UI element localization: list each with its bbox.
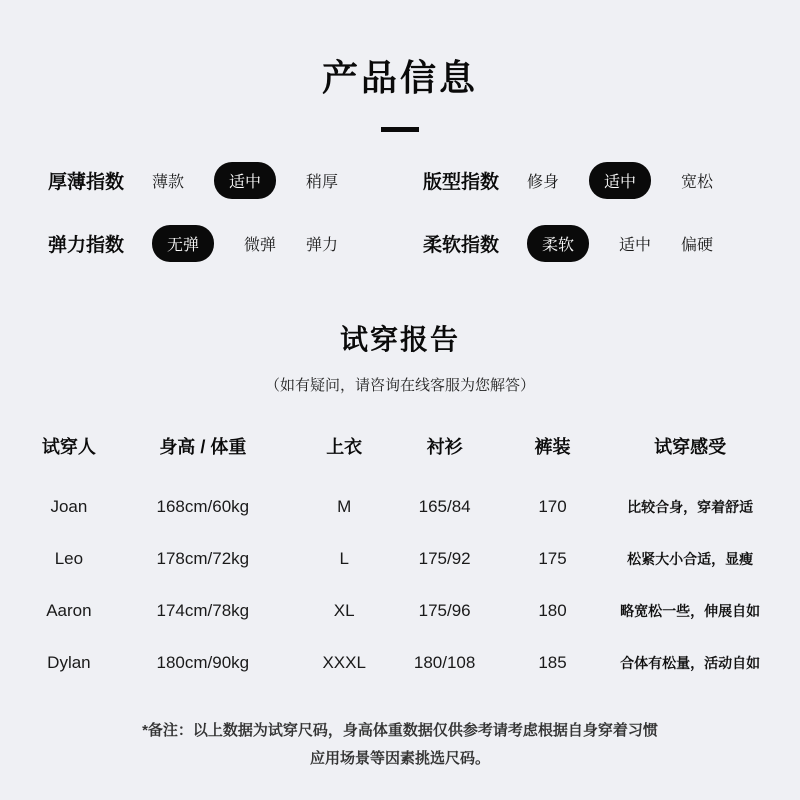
cell-top: M (337, 497, 352, 516)
table-row (28, 585, 772, 637)
report-subtitle: （如有疑问，请咨询在线客服为您解答） (264, 377, 535, 394)
index-option-selected: 柔软 (527, 225, 589, 262)
cell-tester: Joan (50, 497, 88, 516)
cell-pants: 180 (538, 601, 567, 620)
table-row (28, 637, 772, 689)
col-header-tester: 试穿人 (41, 437, 96, 457)
cell-tester: Leo (54, 549, 84, 568)
cell-feeling: 松紧大小合适，显瘦 (627, 551, 754, 567)
report-title: 试穿报告 (339, 324, 460, 355)
cell-height-weight: 174cm/78kg (156, 601, 250, 620)
index-option: 修身 (527, 174, 560, 191)
cell-feeling: 比较合身，穿着舒适 (627, 499, 754, 515)
index-option-selected: 适中 (589, 162, 651, 199)
index-row-fit (423, 162, 752, 199)
index-row-softness (423, 225, 752, 262)
cell-height-weight: 178cm/72kg (156, 549, 250, 568)
index-options-fit (527, 162, 752, 199)
index-option-selected: 适中 (214, 162, 276, 199)
index-option: 弹力 (306, 237, 339, 254)
index-options-thickness (152, 162, 377, 199)
index-label-fit: 版型指数 (423, 172, 500, 193)
table-row (28, 533, 772, 585)
cell-shirt: 175/96 (418, 601, 471, 620)
index-label-softness: 柔软指数 (423, 235, 500, 256)
index-option: 适中 (619, 237, 652, 254)
cell-tester: Dylan (47, 653, 91, 672)
index-row-elasticity (48, 225, 377, 262)
index-options-softness (527, 225, 752, 262)
table-header-row (28, 433, 772, 481)
index-label-elasticity: 弹力指数 (48, 235, 125, 256)
footer-note (0, 717, 800, 773)
cell-pants: 175 (538, 549, 567, 568)
index-option-selected: 无弹 (152, 225, 214, 262)
cell-shirt: 175/92 (418, 549, 471, 568)
index-options-elasticity (152, 225, 377, 262)
col-header-pants: 裤装 (534, 437, 571, 457)
cell-pants: 170 (538, 497, 567, 516)
cell-shirt: 165/84 (418, 497, 471, 516)
title-divider (381, 127, 419, 132)
col-header-feeling: 试穿感受 (654, 437, 727, 457)
cell-height-weight: 180cm/90kg (156, 653, 250, 672)
index-section (0, 162, 800, 262)
index-option: 宽松 (681, 174, 714, 191)
col-header-top: 上衣 (326, 437, 363, 457)
cell-height-weight: 168cm/60kg (156, 497, 250, 516)
footer-note-line1: *备注：以上数据为试穿尺码，身高体重数据仅供参考请考虑根据自身穿着习惯 (142, 722, 658, 739)
index-option: 微弹 (244, 237, 277, 254)
table-row (28, 481, 772, 533)
col-header-shirt: 衬衫 (426, 437, 463, 457)
cell-top: L (339, 549, 349, 568)
footer-note-line2: 应用场景等因素挑选尺码。 (309, 750, 490, 767)
col-header-height-weight: 身高 / 体重 (159, 437, 247, 457)
index-option: 薄款 (152, 174, 185, 191)
index-row-thickness (48, 162, 377, 199)
cell-feeling: 合体有松量，活动自如 (620, 655, 761, 671)
fit-report-table (28, 433, 772, 689)
cell-top: XL (333, 601, 355, 620)
index-option: 稍厚 (306, 174, 339, 191)
cell-feeling: 略宽松一些，伸展自如 (620, 603, 761, 619)
page-title: 产品信息 (321, 57, 478, 98)
cell-pants: 185 (538, 653, 567, 672)
cell-top: XXXL (322, 653, 366, 672)
index-label-thickness: 厚薄指数 (48, 172, 125, 193)
index-option: 偏硬 (681, 237, 714, 254)
cell-shirt: 180/108 (413, 653, 476, 672)
cell-tester: Aaron (46, 601, 92, 620)
